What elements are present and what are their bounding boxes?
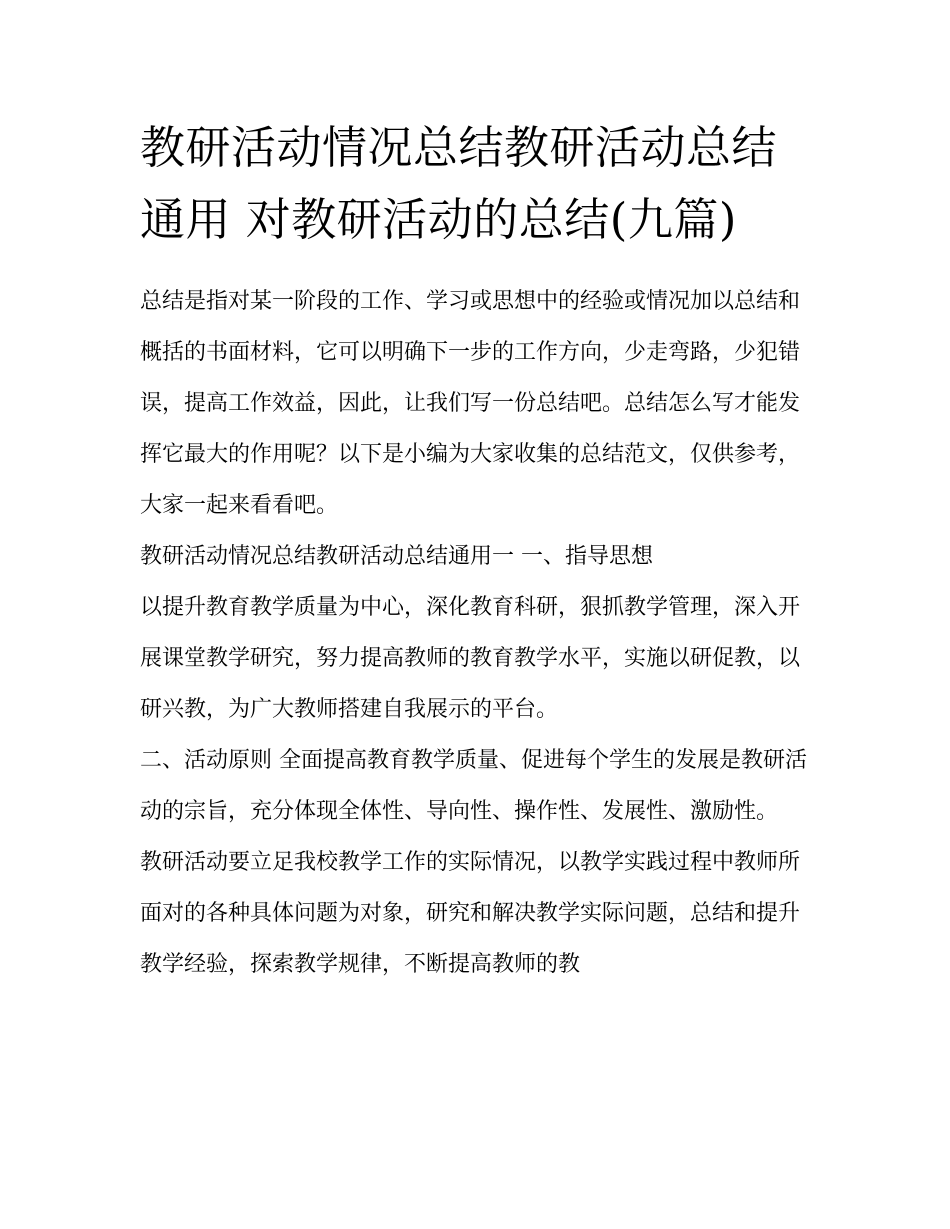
activity-requirements-paragraph: 教研活动要立足我校教学工作的实际情况，以教学实践过程中教师所面对的各种具体问题为对象，研究和解决教学实际问题，总结和提升教学经验，探索教学规律，不断提高教师的教 [140, 850, 801, 977]
guiding-thought-paragraph: 以提升教育教学质量为中心，深化教育科研，狠抓教学管理，深入开展课堂教学研究，努力提高教师的教育教学水平，实施以研促教，以研兴教，为广大教师搭建自我展示的平台。 [140, 595, 801, 722]
document-body [140, 276, 820, 990]
activity-principles-paragraph: 二、活动原则 全面提高教育教学质量、促进每个学生的发展是教研活动的宗旨，充分体现全体性、导向性、操作性、发展性、激励性。 [140, 748, 807, 824]
section-heading-guiding-thought: 教研活动情况总结教研活动总结通用一 一、指导思想 [140, 544, 653, 569]
document-page [140, 112, 820, 990]
intro-paragraph: 总结是指对某一阶段的工作、学习或思想中的经验或情况加以总结和概括的书面材料，它可以明确下一步的工作方向，少走弯路，少犯错误，提高工作效益，因此，让我们写一份总结吧。总结怎么写才能发挥它最大的作用呢？以下是小编为大家收集的总结范文，仅供参考，大家一起来看看吧。 [140, 289, 801, 518]
document-title: 教研活动情况总结教研活动总结通用 对教研活动的总结(九篇) [140, 121, 778, 246]
